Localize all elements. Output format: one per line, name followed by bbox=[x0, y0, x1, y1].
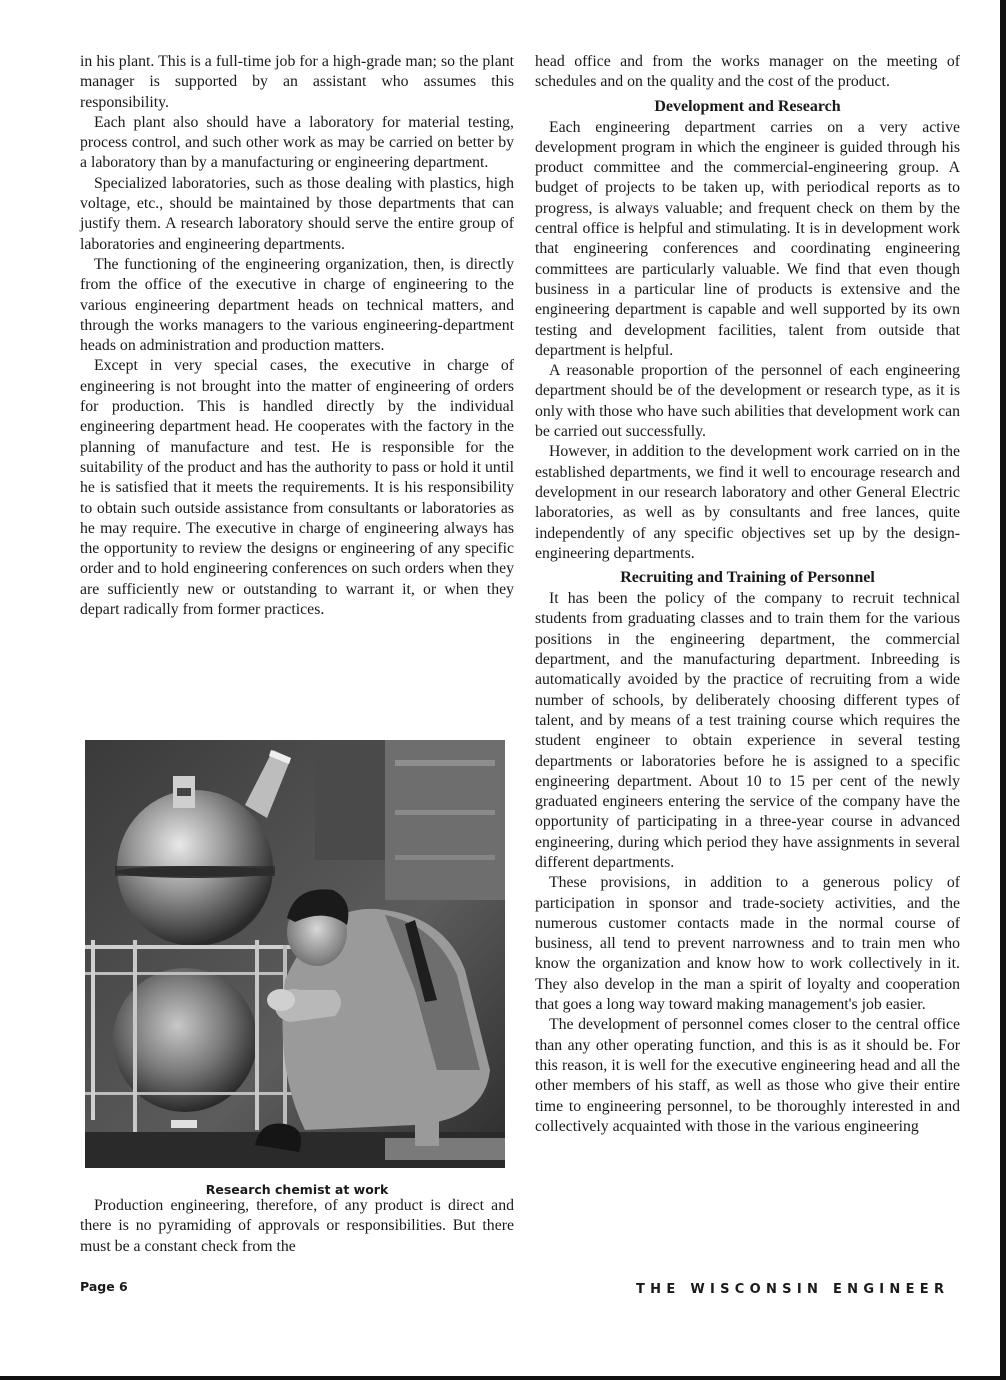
scan-border-right bbox=[1000, 0, 1006, 1380]
paragraph: It has been the policy of the company to recruit technical students from graduating classes and to train them for the various positions in the engineering department, the commercial department, and the manufacturing department. Inbreeding is automatically avoided by the practice of recruiting from a wide number of schools, by deliberately choosing different types of talent, and by means of a test training course which requires the student engineer to obtain experience in several testing departments or laboratories before he is assigned to a specific engineering department. About 10 to 15 per cent of the newly graduated engineers entering the service of the company have the opportunity of participating in a three-year course in advanced engineering, during which period they have assignments in several different departments. bbox=[535, 590, 960, 871]
photo-caption: Research chemist at work bbox=[205, 1182, 389, 1197]
scan-border-bottom bbox=[0, 1376, 1006, 1380]
paragraph: Each plant also should have a laboratory for material testing, process control, and such other work as may be carried on better by a laboratory than by a manufacturing or engineering department. bbox=[80, 113, 514, 172]
paragraph: The development of personnel comes closer to the central office than any other operating function, and this is as it should be. For this reason, it is well for the executive engineering head and all the other members of his staff, as well as those who give their entire time to engineering personnel, to be thoroughly interested in and collectively acquainted with those in the various engineering bbox=[535, 1016, 960, 1135]
paragraph: head office and from the works manager on the meeting of schedules and on the quality and the cost of the product. bbox=[535, 53, 960, 91]
paragraph: Except in very special cases, the executive in charge of engineering is not brought into the matter of engineering of orders for production. This is handled directly by the individual engineering department head. He cooperates with the factory in the planning of manufacture and test. He is responsible for the suitability of the product and has the authority to pass or hold it until he is satisfied that it meets the requirements. It is his responsibility to obtain such outside assistance from consultants or laboratories as he may require. The executive in charge of engineering always has the opportunity to review the designs or engineering of any specific order and to hold engineering conferences on such orders when they are sufficiently new or outstanding to warrant it, or when they depart radically from former practices. bbox=[80, 357, 514, 619]
section-heading-development: Development and Research bbox=[654, 97, 841, 115]
section-heading-recruiting: Recruiting and Training of Personnel bbox=[620, 569, 875, 587]
right-column bbox=[535, 52, 960, 1137]
page-number: Page 6 bbox=[80, 1279, 128, 1294]
research-chemist-photo bbox=[85, 740, 505, 1168]
paragraph: Specialized laboratories, such as those dealing with plastics, high voltage, etc., should be maintained by those departments that can justify them. A research laboratory should serve the entire group of laboratories and engineering departments. bbox=[80, 174, 514, 253]
paragraph: Production engineering, therefore, of any product is direct and there is no pyramiding of approvals or responsibilities. But there must be a constant check from the bbox=[80, 1197, 514, 1255]
paragraph: However, in addition to the development work carried on in the established departments, we find it well to encourage research and development in our research laboratory and other General Electric laboratories, as well as by consultants and free lances, quite independently of any specific objectives set up by the design-engineering departments. bbox=[535, 443, 960, 562]
paragraph: in his plant. This is a full-time job for a high-grade man; so the plant manager is supported by an assistant who assumes this responsibility. bbox=[80, 53, 514, 111]
left-column-bottom bbox=[80, 1196, 514, 1257]
left-column bbox=[80, 52, 514, 620]
paragraph: These provisions, in addition to a generous policy of participation in sponsor and trade-society activities, and the numerous customer contacts made in the normal course of business, all tend to prevent narrowness and to train men who know the organization and know how to work collectively in it. They also develop in the man a spirit of loyalty and cooperation that goes a long way toward making management's job easier. bbox=[535, 874, 960, 1014]
paragraph: Each engineering department carries on a very active development program in which the engineer is guided through his product committee and the commercial-engineering group. A budget of projects to be taken up, with periodical reports as to progress, is always valuable; and frequent check on them by the central office is helpful and stimulating. It is in development work that engineering conferences and coordinating engineering committees are particularly valuable. We find that even though business in a particular line of products is extensive and the engineering department is capable and well supported by its own testing and development facilities, talent from outside that department is helpful. bbox=[535, 118, 960, 359]
paragraph: The functioning of the engineering organization, then, is directly from the office of the executive in charge of engineering to the various engineering department heads on technical matters, and through the works managers to the various engineering-department heads on administration and production matters. bbox=[80, 255, 514, 355]
publication-title: THE WISCONSIN ENGINEER bbox=[636, 1282, 950, 1297]
paragraph: A reasonable proportion of the personnel of each engineering department should be of the development or research type, as it is only with those who have such abilities that development work can be carried out successfully. bbox=[535, 362, 960, 441]
